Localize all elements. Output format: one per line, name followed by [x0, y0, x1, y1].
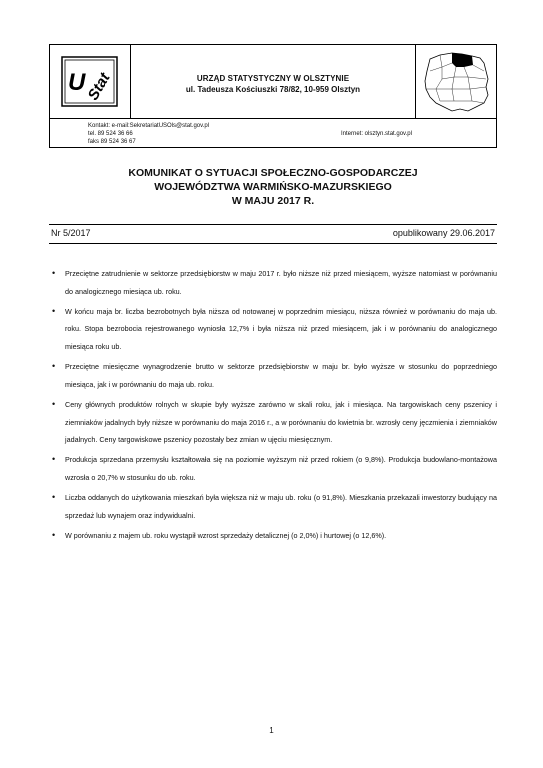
- bullet-icon: •: [52, 492, 56, 503]
- contact-internet: Internet: olsztyn.stat.gov.pl: [341, 131, 412, 137]
- list-item: • W porównaniu z majem ub. roku wystąpił wzrost sprzedaży detalicznej (o 2,0%) i hurtowej (o 12,6%).: [49, 527, 497, 545]
- issue-published-date: opublikowany 29.06.2017: [392, 228, 495, 238]
- title-line-3: W MAJU 2017 R.: [231, 195, 315, 207]
- list-item: • Ceny głównych produktów rolnych w skupie były wyższe zarówno w skali roku, jak i miesiąca. Na targowiskach ceny pszenicy i ziemniaków jadalnych były niższe w porównaniu do maja 2016 r., a w porównaniu do kwietnia br. wzrosły ceny jęczmienia i ziemniaków jadalnych. Ceny targowiskowe pszenicy pozostały bez zmian w ujęciu miesięcznym.: [49, 396, 497, 449]
- bullet-list: [49, 265, 497, 547]
- issue-row: [49, 224, 497, 244]
- list-item: • Przeciętne miesięczne wynagrodzenie brutto w sektorze przedsiębiorstw w maju br. było wyższe w stosunku do poprzedniego miesiąca, jak i w porównaniu do maja ub. roku.: [49, 358, 497, 393]
- org-address: ul. Tadeusza Kościuszki 78/82, 10-959 Olsztyn: [185, 85, 361, 94]
- poland-map-icon: [416, 45, 496, 118]
- list-item: • W końcu maja br. liczba bezrobotnych była niższa od notowanej w poprzednim miesiącu, niższa również w porównaniu do maja ub. roku. Stopa bezrobocia rejestrowanego wyniosła 12,7% i była niższa niż przed miesiącem, jak i w porównaniu do analogicznego miesiąca roku ub.: [49, 303, 497, 356]
- org-cell: [131, 45, 415, 118]
- header-box: [49, 44, 497, 148]
- org-name: URZĄD STATYSTYCZNY W OLSZTYNIE: [196, 74, 350, 83]
- contact-tel: tel. 89 524 36 66: [88, 131, 133, 137]
- bullet-icon: •: [52, 361, 56, 372]
- svg-text:U: U: [68, 69, 86, 96]
- header-top: [50, 45, 496, 119]
- bullet-icon: •: [52, 268, 56, 278]
- title-line-2: WOJEWÓDZTWA WARMIŃSKO-MAZURSKIEGO: [154, 181, 392, 193]
- map-cell: [415, 45, 496, 118]
- title-line-1: KOMUNIKAT O SYTUACJI SPOŁECZNO-GOSPODARCZEJ: [128, 167, 418, 179]
- bullet-icon: •: [52, 398, 56, 409]
- contact-info: [50, 119, 496, 148]
- list-item: • Produkcja sprzedana przemysłu kształtowała się na poziomie wyższym niż przed rokiem (o 9,8%). Produkcja budowlano-montażowa wzrosła o 20,7% w stosunku do ub. roku.: [49, 451, 497, 486]
- svg-text:Stat: Stat: [84, 70, 114, 104]
- list-item: • Liczba oddanych do użytkowania mieszkań była większa niż w maju ub. roku (o 91,8%). Mieszkania przekazali inwestorzy budujący na sprzedaż lub wynajem oraz indywidualni.: [49, 489, 497, 524]
- list-item: • Przeciętne zatrudnienie w sektorze przedsiębiorstw w maju 2017 r. było niższe niż przed miesiącem, wyższe natomiast w porównaniu do analogicznego miesiąca ub. roku.: [49, 265, 497, 300]
- bullet-icon: •: [52, 454, 56, 465]
- issue-number: Nr 5/2017: [51, 228, 91, 238]
- page-number: 1: [269, 726, 274, 735]
- ustat-logo: [61, 56, 118, 107]
- bullet-icon: •: [52, 305, 56, 316]
- logo-cell: [50, 45, 131, 118]
- bullet-icon: •: [52, 529, 56, 540]
- contact-fax: faks 89 524 36 67: [88, 139, 136, 145]
- contact-email: Kontakt: e-mail:SekretariatUSOls@stat.gov.pl: [88, 123, 210, 129]
